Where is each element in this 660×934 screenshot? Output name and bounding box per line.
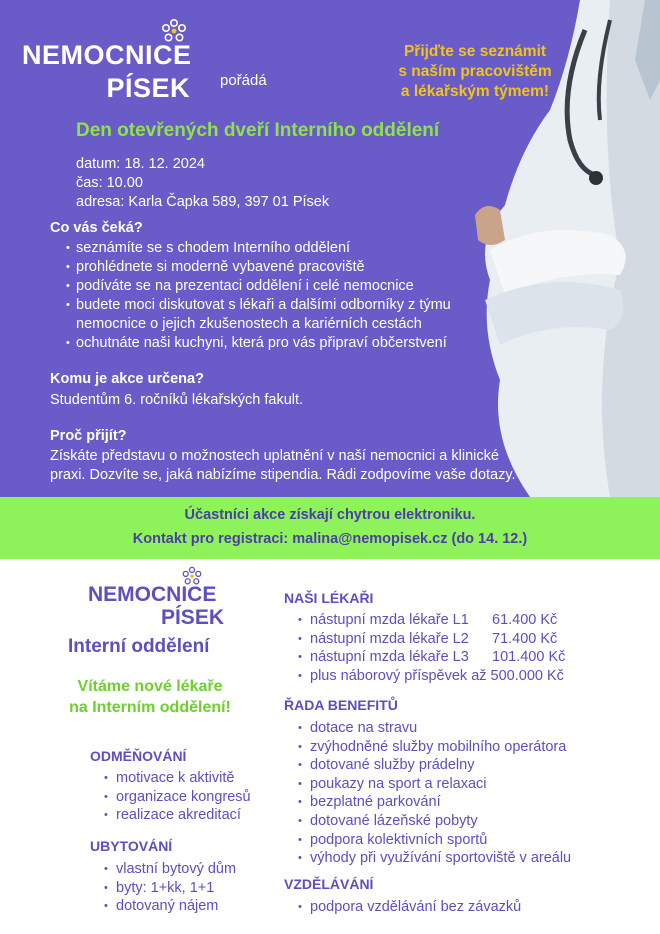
list-item: • výhody při využívání sportoviště v areálu: [298, 849, 571, 868]
department-title: Interní oddělení: [68, 636, 210, 657]
list-item: • organizace kongresů: [104, 788, 251, 807]
slogan: [370, 42, 580, 102]
band-contact-text: Kontakt pro registraci: malina@nemopisek.cz (do 14. 12.): [132, 531, 528, 547]
why-line: praxi. Dozvíte se, jaká nabízíme stipendia. Rádi zodpovíme vaše dotazy.: [50, 467, 516, 483]
list-item: • podpora kolektivních sportů: [298, 831, 571, 850]
registration-band: [0, 497, 660, 559]
list-item: • dotované lázeňské pobyty: [298, 812, 571, 831]
salary-list: [298, 611, 565, 685]
rewards-heading: ODMĚŇOVÁNÍ: [90, 748, 187, 764]
bonus-item: • plus náborový příspěvek až 500.000 Kč: [298, 667, 565, 686]
education-list: [298, 898, 521, 917]
list-item: • dotované služby prádelny: [298, 756, 571, 775]
salary-item: [298, 611, 565, 630]
why-heading: Proč přijít?: [50, 428, 127, 444]
salary-amount: 71.400 Kč: [492, 630, 558, 647]
salary-item: [298, 648, 565, 667]
list-item: • dotovaný nájem: [104, 897, 236, 916]
band-prize-text: Účastníci akce získají chytrou elektroniku.: [184, 507, 476, 523]
hospital-logo-small: [88, 566, 228, 630]
event-address: adresa: Karla Čapka 589, 397 01 Písek: [76, 194, 330, 210]
salary-amount: 101.400 Kč: [492, 649, 566, 666]
housing-list: [104, 860, 236, 916]
list-item: • realizace akreditací: [104, 806, 251, 825]
list-item: • budete moci diskutovat s lékaři a dalšími odborníky z týmu nemocnice o jejich zkušenostech a kariérních cestách: [66, 296, 506, 334]
logo-text-line1: NEMOCNICE: [22, 40, 192, 70]
hospital-logo: [22, 18, 197, 103]
event-time: čas: 10.00: [76, 175, 143, 191]
list-item: • dotace na stravu: [298, 719, 571, 738]
education-heading: VZDĚLÁVÁNÍ: [284, 876, 374, 892]
slogan-line: Přijďte se seznámit: [403, 43, 547, 60]
event-title: Den otevřených dveří Interního oddělení: [76, 120, 440, 141]
list-item: • podíváte se na prezentaci oddělení i celé nemocnice: [66, 277, 506, 296]
list-item: • vlastní bytový dům: [104, 860, 236, 879]
list-item: • bezplatné parkování: [298, 793, 571, 812]
logo-text-line2: PÍSEK: [160, 606, 224, 629]
list-item: • prohlédnete si moderně vybavené pracoviště: [66, 258, 506, 277]
logo-text-line2: PÍSEK: [106, 73, 190, 103]
salary-label: nástupní mzda lékaře L3: [310, 649, 469, 666]
list-item: • byty: 1+kk, 1+1: [104, 879, 236, 898]
slogan-line: s naším pracovištěm: [398, 63, 552, 80]
list-item: • poukazy na sport a relaxaci: [298, 775, 571, 794]
doctors-heading: NAŠI LÉKAŘI: [284, 590, 374, 606]
welcome-line: na Interním oddělení!: [69, 699, 231, 716]
salary-item: [298, 630, 565, 649]
event-date: datum: 18. 12. 2024: [76, 156, 205, 172]
slogan-line: a lékařským týmem!: [400, 83, 550, 100]
salary-label: nástupní mzda lékaře L2: [310, 630, 469, 647]
why-line: Získáte představu o možnostech uplatnění v naší nemocnici a klinické: [50, 448, 499, 464]
welcome-message: [40, 676, 260, 718]
rewards-list: [104, 769, 251, 825]
salary-label: nástupní mzda lékaře L1: [310, 612, 469, 628]
benefits-heading: ŘADA BENEFITŮ: [284, 697, 398, 713]
organizes-label: pořádá: [220, 72, 267, 89]
benefits-list: [298, 719, 571, 868]
audience-heading: Komu je akce určena?: [50, 371, 204, 387]
list-item: • seznámíte se s chodem Interního oddělení: [66, 239, 506, 258]
housing-heading: UBYTOVÁNÍ: [90, 838, 173, 854]
list-item: • zvýhodněné služby mobilního operátora: [298, 738, 571, 757]
salary-amount: 61.400 Kč: [492, 612, 558, 628]
why-text: [50, 447, 516, 485]
audience-text: Studentům 6. ročníků lékařských fakult.: [50, 392, 304, 408]
welcome-line: Vítáme nové lékaře: [77, 678, 223, 695]
logo-text-line1: NEMOCNICE: [88, 583, 217, 606]
list-item: • podpora vzdělávání bez závazků: [298, 898, 521, 917]
event-info: [76, 155, 329, 212]
what-awaits-heading: Co vás čeká?: [50, 220, 143, 236]
list-item: • ochutnáte naši kuchyni, která pro vás připraví občerstvení: [66, 334, 506, 353]
list-item: • motivace k aktivitě: [104, 769, 251, 788]
what-awaits-list: [66, 239, 506, 353]
